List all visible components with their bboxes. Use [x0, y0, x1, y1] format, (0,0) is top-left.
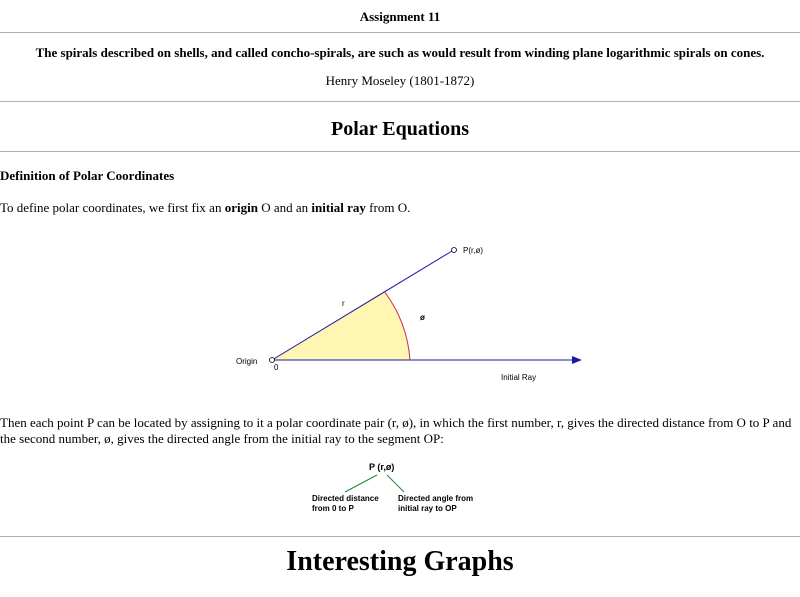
divider [0, 536, 800, 537]
angle-sector [272, 291, 410, 360]
initial-ray-arrowhead [572, 356, 582, 364]
origin-marker [270, 358, 275, 363]
initial-ray-term: initial ray [311, 200, 366, 215]
section-title-graphs: Interesting Graphs [286, 546, 514, 577]
o-label: 0 [274, 363, 279, 372]
assignment-title: Assignment 11 [359, 9, 441, 24]
distance-caption-line1: Directed distance [312, 494, 379, 503]
r-label: r [342, 299, 345, 308]
explanation-paragraph: Then each point P can be located by assigning to it a polar coordinate pair (r, ø), in which the first number, r, gives the directed distance from O to P and the second number, ø, gives the directed angle from the initial ray to the segment OP: [0, 415, 792, 446]
definition-heading: Definition of Polar Coordinates [0, 168, 175, 183]
quote-text: The spirals described on shells, and called concho-spirals, are such as would result from winding plane logarithmic spirals on cones. [35, 45, 765, 60]
pair-diagram [300, 455, 500, 520]
angle-caption-line1: Directed angle from [398, 494, 474, 503]
initial-ray-label: Initial Ray [501, 373, 537, 382]
intro-text: O and an [257, 200, 312, 215]
section-title-polar: Polar Equations [331, 118, 469, 140]
intro-text: To define polar coordinates, we first fix an [0, 200, 225, 215]
distance-caption-line2: from 0 to P [312, 504, 354, 513]
point-p-marker [452, 248, 457, 253]
angle-connector [387, 475, 404, 492]
intro-text: from O. [365, 200, 411, 215]
origin-term: origin [224, 200, 258, 215]
origin-label: Origin [236, 357, 258, 366]
angle-caption-line2: initial ray to OP [398, 504, 457, 513]
distance-connector [345, 475, 377, 492]
point-p-label: P(r,ø) [463, 246, 483, 255]
quote-author: Henry Moseley (1801-1872) [325, 73, 475, 88]
pair-label: P (r,ø) [369, 462, 395, 472]
angle-label: ø [420, 313, 425, 322]
